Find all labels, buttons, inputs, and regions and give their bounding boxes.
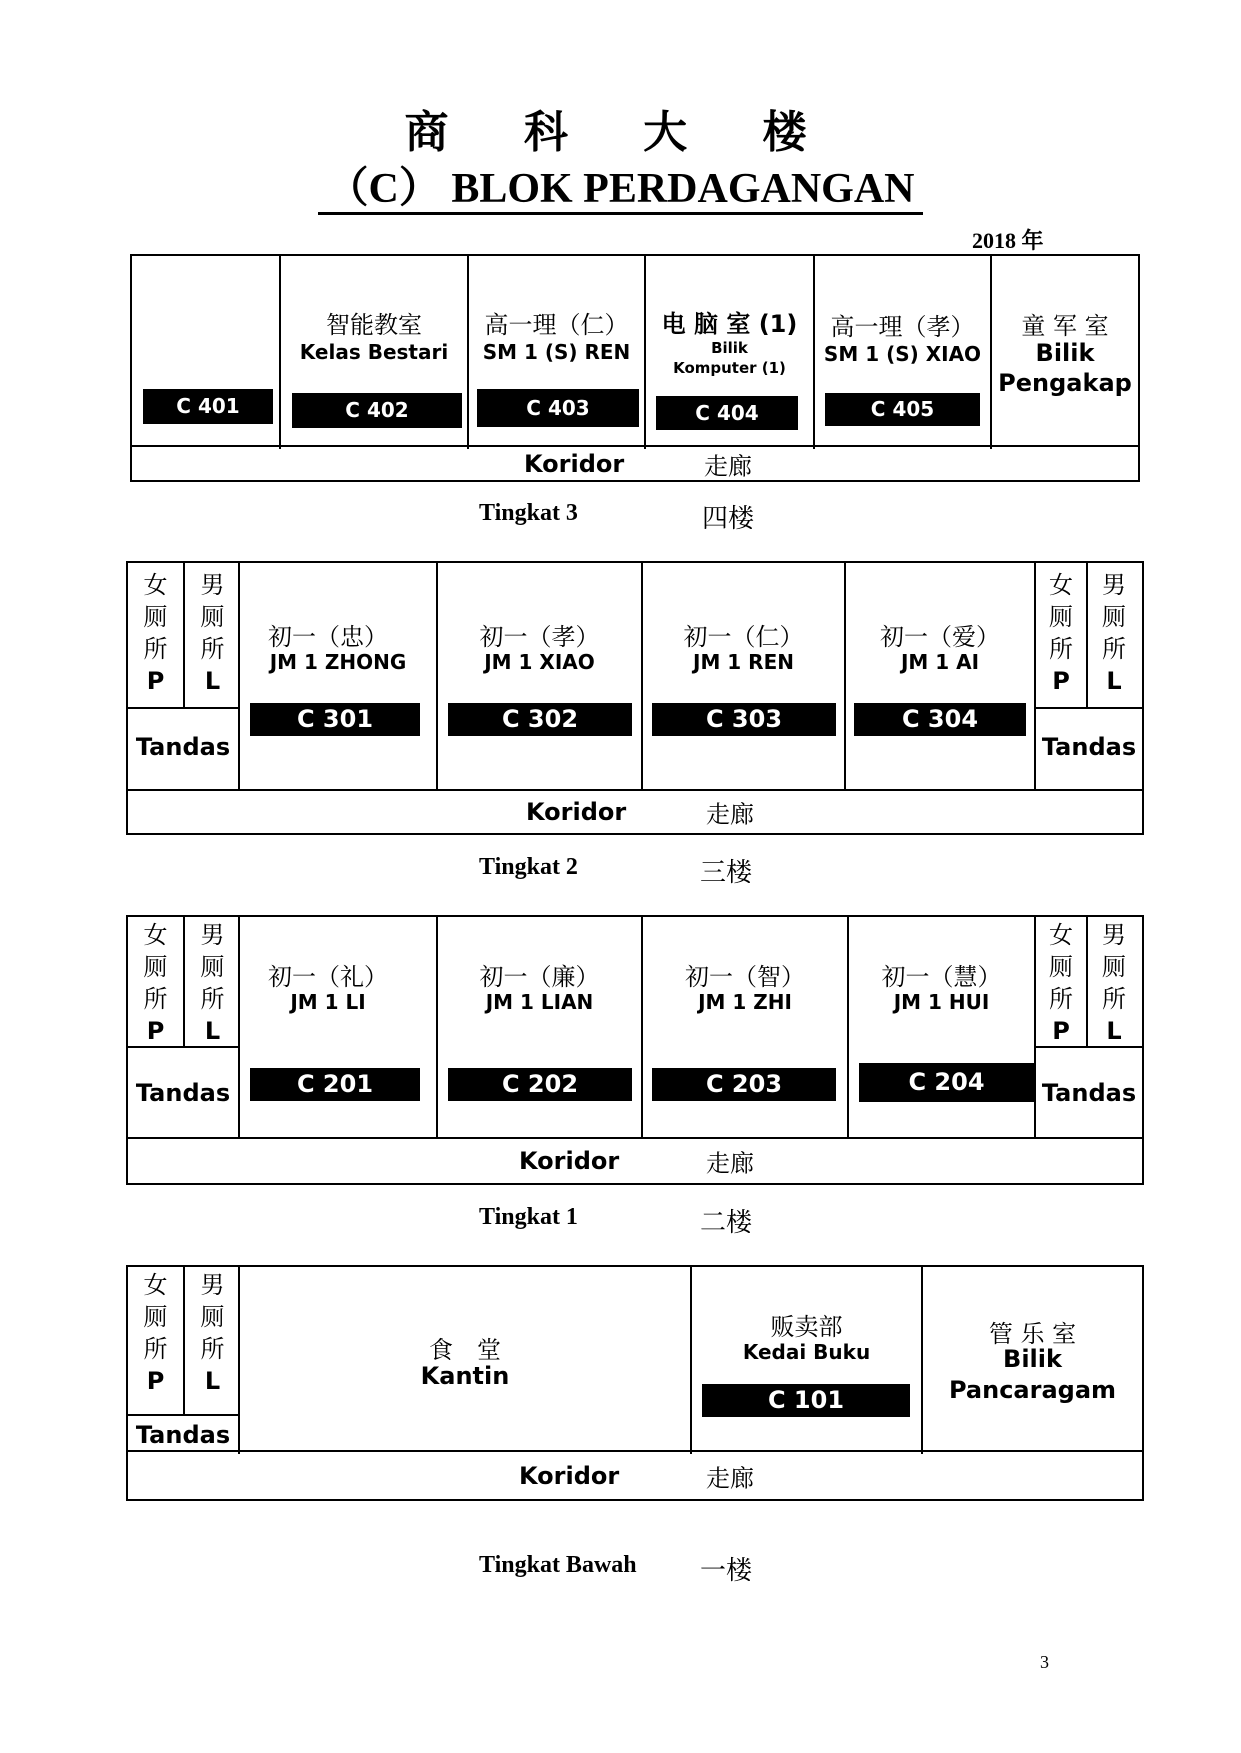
room-code-badge: C 302 — [448, 703, 632, 736]
room-name-ms-line2: Pancaragam — [948, 1376, 1117, 1404]
corridor-label: Koridor — [519, 1147, 620, 1175]
toilet-letter: P — [146, 1017, 165, 1045]
room-c304 — [846, 563, 1036, 791]
floor-plan-tingkat-3 — [130, 254, 1140, 482]
divider — [128, 1414, 238, 1416]
toilet-char: 厕 — [143, 953, 168, 981]
toilet-block-left — [128, 563, 240, 791]
room-c303 — [643, 563, 846, 791]
toilet-char: 女 — [1049, 921, 1073, 949]
toilet-letter: L — [204, 1017, 221, 1045]
room-c403 — [469, 256, 646, 449]
room-bilik-pengakap — [992, 256, 1138, 449]
toilet-letter: P — [146, 667, 165, 695]
toilet-char: 女 — [143, 571, 168, 599]
toilet-block-right — [1036, 563, 1142, 791]
floor-label: Tingkat 3 — [479, 500, 578, 526]
room-name-zh: 初一（孝） — [479, 623, 600, 651]
room-name-zh: 初一（智） — [685, 963, 805, 991]
room-c101 — [692, 1267, 923, 1454]
corridor-label-zh: 走廊 — [704, 452, 752, 480]
toilet-char: 所 — [200, 1335, 225, 1363]
room-name-ms-line2: Pengakap — [998, 369, 1132, 397]
toilet-letter: P — [1052, 1017, 1070, 1045]
toilet-char: 男 — [200, 921, 225, 949]
room-c204 — [849, 917, 1036, 1139]
toilet-char: 厕 — [200, 603, 225, 631]
corridor-label-zh: 走廊 — [706, 1464, 754, 1492]
room-name-zh: 食 堂 — [429, 1336, 501, 1364]
toilet-label: Tandas — [135, 1421, 231, 1449]
toilet-label: Tandas — [135, 733, 231, 761]
toilet-female — [128, 919, 183, 1047]
corridor-label: Koridor — [524, 449, 625, 478]
toilet-char: 男 — [1102, 571, 1126, 599]
room-name-ms: JM 1 LIAN — [485, 990, 594, 1014]
toilet-char: 所 — [200, 635, 225, 663]
room-name-ms: Bilik — [1035, 339, 1095, 367]
room-name-zh: 管 乐 室 — [988, 1320, 1077, 1348]
room-name-ms: JM 1 ZHONG — [269, 650, 407, 674]
toilet-char: 所 — [143, 1335, 168, 1363]
toilet-char: 厕 — [143, 1303, 168, 1331]
toilet-char: 厕 — [200, 953, 225, 981]
room-c203 — [643, 917, 849, 1139]
room-code-badge: C 404 — [656, 396, 798, 430]
room-c301 — [240, 563, 438, 791]
room-name-ms: SM 1 (S) REN — [482, 340, 631, 364]
room-name-ms: Kantin — [420, 1362, 510, 1390]
toilet-char: 所 — [1049, 985, 1073, 1013]
room-kantin — [240, 1267, 692, 1454]
page-title: （C） BLOK PERDAGANGAN — [318, 166, 923, 215]
room-name-ms: JM 1 XIAO — [484, 650, 595, 674]
room-name-zh: 高一理（孝） — [830, 313, 975, 341]
room-name-zh: 初一（礼） — [268, 963, 388, 991]
floor-label: Tingkat 2 — [479, 854, 578, 880]
room-name-ms: Kelas Bestari — [299, 340, 449, 364]
room-name-ms: JM 1 LI — [290, 990, 366, 1014]
toilet-char: 所 — [1102, 985, 1126, 1013]
divider — [128, 1046, 238, 1048]
room-code-badge: C 304 — [854, 703, 1026, 736]
room-name-ms: Bilik — [1003, 1345, 1062, 1373]
room-name-ms-line2: Komputer (1) — [673, 359, 786, 377]
room-name-zh: 初一（忠） — [268, 623, 388, 651]
toilet-letter: L — [204, 1367, 221, 1395]
room-code-badge: C 303 — [652, 703, 836, 736]
room-code-badge: C 403 — [477, 389, 639, 427]
room-name-zh: 初一（仁） — [683, 623, 804, 651]
room-code-badge: C 201 — [250, 1068, 420, 1101]
room-name-ms: SM 1 (S) XIAO — [823, 342, 982, 366]
toilet-char: 厕 — [1102, 953, 1126, 981]
room-name-ms: Bilik — [711, 339, 748, 357]
toilet-letter: L — [1106, 1017, 1122, 1045]
room-code-badge: C 202 — [448, 1068, 632, 1101]
toilet-char: 厕 — [143, 603, 168, 631]
floor-plan-tingkat-bawah — [126, 1265, 1144, 1501]
room-code-badge: C 204 — [859, 1063, 1034, 1102]
floor-label-zh: 三楼 — [700, 858, 753, 888]
divider — [128, 707, 238, 709]
toilet-char: 所 — [143, 635, 168, 663]
toilet-char: 女 — [143, 1271, 168, 1299]
page-number: 3 — [1040, 1652, 1049, 1672]
toilet-char: 男 — [200, 571, 225, 599]
room-c404 — [646, 256, 815, 449]
toilet-label: Tandas — [1041, 733, 1137, 761]
room-name-zh: 童 军 室 — [1021, 312, 1109, 340]
room-code-badge: C 101 — [702, 1384, 910, 1417]
floor-plan-tingkat-1 — [126, 915, 1144, 1185]
toilet-char: 所 — [1049, 635, 1073, 663]
corridor — [132, 445, 1138, 480]
divider — [1036, 1046, 1142, 1048]
room-name-zh: 初一（慧） — [881, 963, 1002, 991]
room-name-ms: JM 1 AI — [900, 650, 980, 674]
room-name-zh: 初一（爱） — [880, 623, 1000, 651]
toilet-block-left — [128, 1267, 240, 1454]
room-bilik-pancaragam — [923, 1267, 1142, 1454]
floor-label-zh: 四楼 — [702, 504, 755, 534]
toilet-male — [185, 919, 240, 1047]
year-label: 2018 年 — [972, 228, 1044, 253]
toilet-block-left — [128, 917, 240, 1139]
room-name-zh: 贩卖部 — [770, 1313, 843, 1341]
toilet-letter: P — [146, 1367, 165, 1395]
corridor — [128, 1137, 1142, 1183]
toilet-male — [1088, 569, 1140, 697]
room-name-zh: 初一（廉） — [479, 963, 600, 991]
room-name-ms: JM 1 ZHI — [698, 990, 792, 1014]
toilet-female — [128, 1269, 183, 1397]
toilet-female — [1036, 919, 1086, 1047]
toilet-char: 所 — [1102, 635, 1126, 663]
room-c202 — [438, 917, 643, 1139]
floor-label: Tingkat Bawah — [479, 1552, 637, 1578]
floor-plan-tingkat-2 — [126, 561, 1144, 835]
toilet-char: 所 — [200, 985, 225, 1013]
room-name-zh: 电 脑 室 (1) — [661, 310, 798, 338]
room-c302 — [438, 563, 643, 791]
room-code-badge: C 402 — [292, 393, 462, 428]
room-code-badge: C 401 — [143, 389, 273, 424]
page-title-chinese: 商 科 大 楼 — [404, 107, 837, 158]
room-code-badge: C 405 — [825, 393, 980, 426]
room-code-badge: C 203 — [652, 1068, 836, 1101]
room-code-badge: C 301 — [250, 703, 420, 736]
toilet-char: 女 — [1049, 571, 1073, 599]
room-c401 — [132, 256, 281, 449]
room-c402 — [281, 256, 469, 449]
floor-label-zh: 一楼 — [700, 1556, 753, 1586]
room-name-zh: 高一理（仁） — [484, 311, 629, 339]
room-c201 — [240, 917, 438, 1139]
toilet-label: Tandas — [1041, 1079, 1137, 1107]
toilet-char: 女 — [143, 921, 168, 949]
toilet-block-right — [1036, 917, 1142, 1139]
corridor-label: Koridor — [526, 798, 627, 826]
room-c405 — [815, 256, 992, 449]
corridor-label: Koridor — [519, 1461, 620, 1490]
floor-label: Tingkat 1 — [479, 1204, 578, 1230]
toilet-char: 厕 — [1049, 953, 1073, 981]
divider — [1036, 707, 1142, 709]
toilet-male — [185, 1269, 240, 1397]
toilet-female — [1036, 569, 1086, 697]
toilet-char: 所 — [143, 985, 168, 1013]
toilet-female — [128, 569, 183, 697]
toilet-char: 厕 — [200, 1303, 225, 1331]
toilet-label: Tandas — [135, 1079, 231, 1107]
floor-label-zh: 二楼 — [700, 1208, 753, 1238]
toilet-letter: L — [204, 667, 221, 695]
room-name-ms: JM 1 HUI — [893, 990, 990, 1014]
toilet-char: 厕 — [1049, 603, 1073, 631]
toilet-letter: P — [1052, 667, 1070, 695]
toilet-letter: L — [1106, 667, 1122, 695]
room-name-zh: 智能教室 — [326, 311, 422, 339]
toilet-char: 男 — [1102, 921, 1126, 949]
corridor-label-zh: 走廊 — [706, 800, 754, 829]
room-name-ms: JM 1 REN — [693, 650, 794, 674]
toilet-male — [1088, 919, 1140, 1047]
toilet-char: 男 — [200, 1271, 225, 1299]
corridor — [128, 1450, 1142, 1499]
toilet-char: 厕 — [1102, 603, 1126, 631]
corridor — [128, 789, 1142, 833]
toilet-male — [185, 569, 240, 697]
room-name-ms: Kedai Buku — [742, 1340, 871, 1364]
corridor-label-zh: 走廊 — [706, 1149, 754, 1178]
